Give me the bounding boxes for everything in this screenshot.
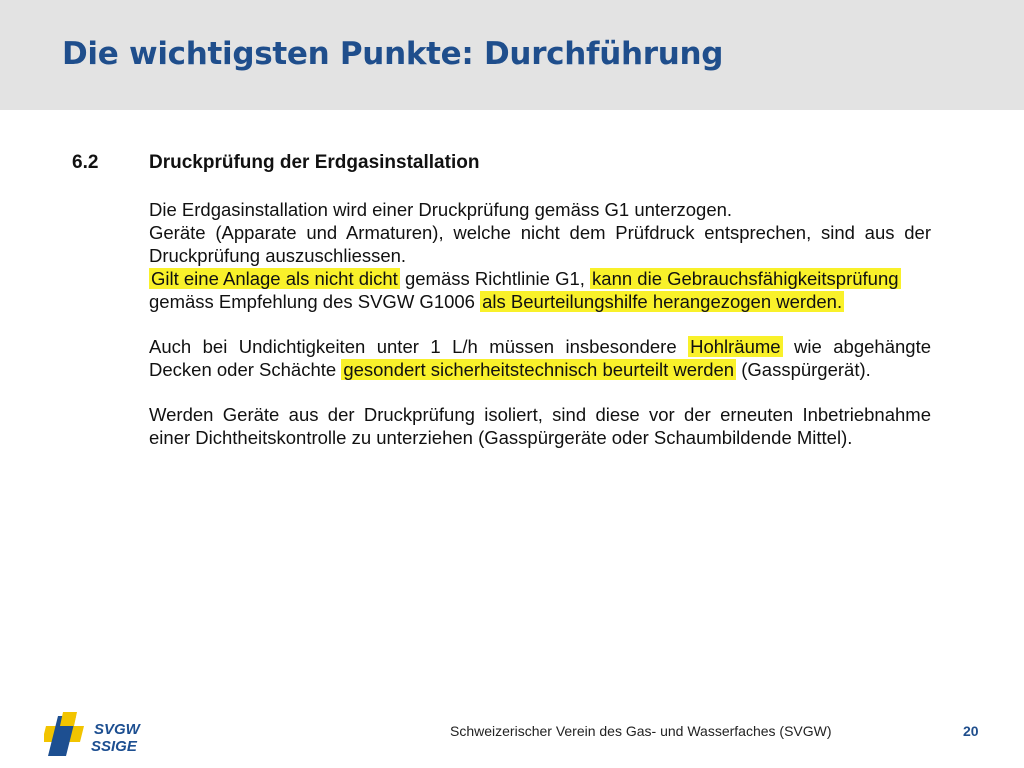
logo-text-ssige: SSIGE: [91, 738, 137, 755]
paragraph-1-line-4-text: gemäss Richtlinie G1,: [399, 268, 591, 289]
highlight-safety-assessment: gesondert sicherheitstechnisch beurteilt werden: [343, 359, 735, 380]
page-number: 20: [963, 723, 979, 739]
paragraph-2-line-1-end: wie abgehängte: [782, 336, 931, 357]
paragraph-1-line-3: Druckprüfung auszuschliessen.: [149, 245, 407, 266]
highlight-not-tight: Gilt eine Anlage als nicht dicht: [151, 268, 398, 289]
paragraph-2-line-2: [149, 358, 931, 381]
paragraph-3: [149, 403, 931, 449]
paragraph-3-line-2: einer Dichtheitskontrolle zu unterziehen (Gasspürgeräte oder Schaumbildende Mittel).: [149, 427, 853, 448]
paragraph-1-line-4: [149, 267, 931, 290]
slide-title: Die wichtigsten Punkte: Durchführung: [62, 36, 724, 72]
paragraph-1-line-1: Die Erdgasinstallation wird einer Druckprüfung gemäss G1 unterzogen.: [149, 199, 733, 220]
highlight-usability-test: kann die Gebrauchsfähigkeitsprüfung: [592, 268, 899, 289]
highlight-cavities: Hohlräume: [690, 336, 781, 357]
paragraph-2: [149, 335, 931, 381]
section-title: Druckprüfung der Erdgasinstallation: [149, 152, 480, 173]
logo-text-svgw: SVGW: [94, 721, 140, 738]
logo-yellow-cap: [60, 712, 77, 726]
paragraph-1-line-5-text: gemäss Empfehlung des SVGW G1006: [149, 291, 481, 312]
paragraph-1-line-2: Geräte (Apparate und Armaturen), welche nicht dem Prüfdruck entsprechen, sind aus der: [149, 222, 931, 243]
paragraph-1: [149, 198, 931, 313]
paragraph-2-line-2-end: (Gasspürgerät).: [736, 359, 871, 380]
svgw-logo: [44, 712, 154, 756]
paragraph-3-line-1: Werden Geräte aus der Druckprüfung isoliert, sind diese vor der erneuten Inbetriebnahme: [149, 404, 931, 425]
paragraph-2-line-2-text: Decken oder Schächte: [149, 359, 342, 380]
paragraph-1-line-5: [149, 290, 931, 313]
footer-organization: Schweizerischer Verein des Gas- und Wasserfaches (SVGW): [450, 723, 832, 739]
paragraph-2-line-1: [149, 335, 931, 358]
paragraph-2-line-1-text: Auch bei Undichtigkeiten unter 1 L/h müssen insbesondere: [149, 336, 689, 357]
section-number: 6.2: [72, 152, 99, 173]
highlight-assessment-aid: als Beurteilungshilfe herangezogen werden.: [482, 291, 843, 312]
